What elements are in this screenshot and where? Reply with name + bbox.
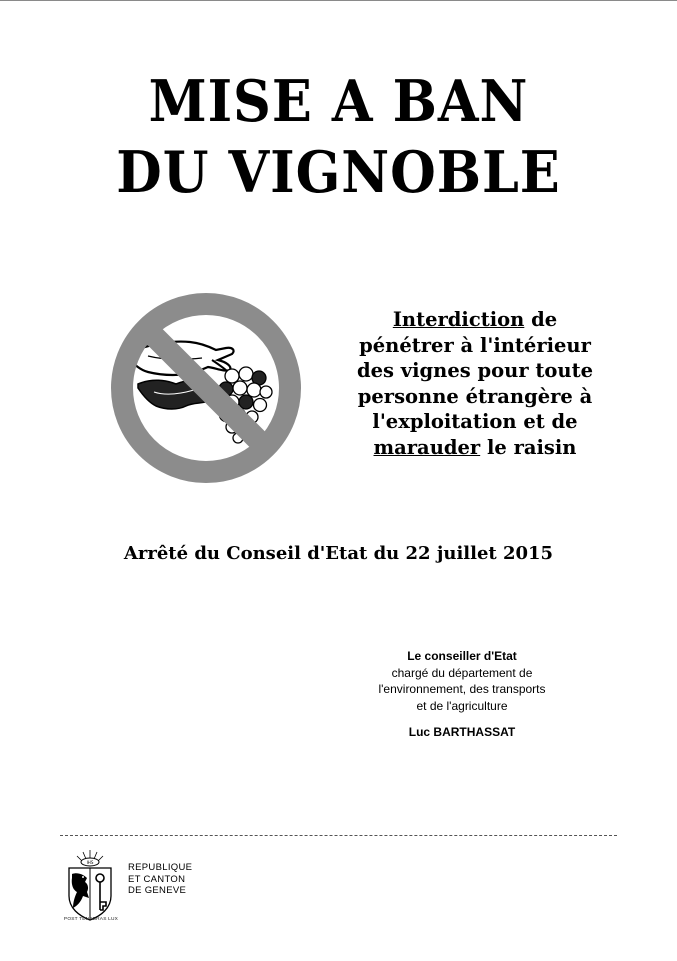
republic-line-2: ET CANTON — [128, 873, 186, 885]
coat-of-arms-motto: POST TENEBRAS LUX — [63, 917, 119, 922]
title-line-1: MISE A BAN — [148, 68, 529, 135]
signatory-role-line-2: l'environnement, des transports — [378, 682, 546, 696]
notice-keyword-interdiction: Interdiction — [392, 308, 525, 331]
title-line-2: DU VIGNOBLE — [116, 139, 561, 206]
notice-line-3: des vignes pour toute — [356, 359, 594, 382]
notice-line-2: pénétrer à l'intérieur — [359, 333, 591, 357]
republic-line-3: DE GENEVE — [128, 885, 187, 896]
signature-block — [347, 648, 577, 741]
signatory-role-line-3: et de l'agriculture — [416, 698, 508, 713]
republic-line-1: REPUBLIQUE — [128, 862, 193, 873]
prohibition-notice — [330, 307, 620, 460]
notice-line-5: l'exploitation et de — [372, 410, 578, 433]
signatory-title: Le conseiller d'Etat — [407, 649, 517, 663]
no-grape-picking-icon — [108, 290, 304, 486]
signatory-role-line-1: chargé du département de — [391, 665, 533, 680]
geneva-coat-of-arms-icon — [63, 848, 117, 926]
notice-line-6 — [330, 435, 620, 461]
notice-line-4: personne étrangère à — [357, 384, 593, 408]
top-border — [0, 0, 677, 1]
notice-line-1 — [330, 307, 620, 333]
svg-text:IHS: IHS — [86, 860, 94, 865]
decree-reference: Arrêté du Conseil d'Etat du 22 juillet 2015 — [123, 543, 554, 564]
notice-line-1-rest: de — [524, 308, 558, 331]
footer-divider — [60, 835, 617, 836]
notice-line-6-rest: le raisin — [480, 435, 577, 459]
notice-keyword-marauder: marauder — [373, 435, 481, 459]
signatory-name: Luc BARTHASSAT — [408, 725, 516, 739]
republic-label — [128, 862, 192, 897]
